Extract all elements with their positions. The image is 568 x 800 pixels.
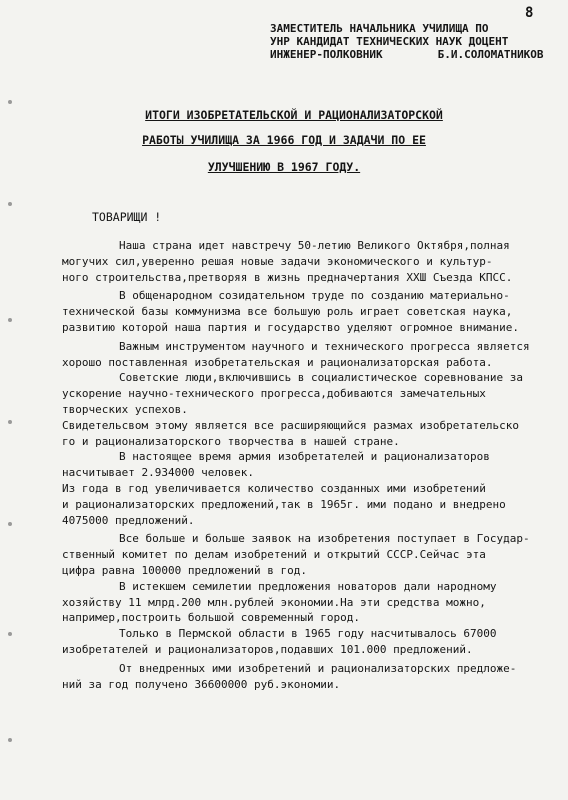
page-number: 8 <box>525 5 534 21</box>
title-line: ИТОГИ ИЗОБРЕТАТЕЛЬСКОЙ И РАЦИОНАЛИЗАТОРСКОЙ <box>145 108 443 122</box>
header-rank: ИНЖЕНЕР-ПОЛКОВНИК <box>270 48 383 61</box>
text-line: ускорение научно-технического прогресса,добиваются замечательных <box>62 387 486 401</box>
text-line: 4075000 предложений. <box>62 513 195 527</box>
text-line: ственный комитет по делам изобретений и открытий СССР.Сейчас эта <box>62 548 486 562</box>
text-line: цифра равна 100000 предложений в год. <box>62 563 308 577</box>
text-line: насчитывает 2.934000 человек. <box>62 466 255 480</box>
header-line: УНР КАНДИДАТ ТЕХНИЧЕСКИХ НАУК ДОЦЕНТ <box>270 35 509 48</box>
text-line: и рационализаторских предложений,так в 1965г. ими подано и внедрено <box>62 497 506 511</box>
title-line: УЛУЧШЕНИЮ В 1967 ГОДУ. <box>207 160 361 174</box>
text-line: В общенародном созидательном труде по созданию материально- <box>119 289 510 303</box>
header-line: ЗАМЕСТИТЕЛЬ НАЧАЛЬНИКА УЧИЛИЩА ПО <box>270 22 489 35</box>
text-line: хорошо поставленная изобретательская и рационализаторская работа. <box>62 355 493 369</box>
header-line <box>270 48 560 61</box>
text-line: Наша страна идет навстречу 50-летию Великого Октября,полная <box>119 239 510 252</box>
author-header <box>270 22 560 61</box>
text-line: изобретателей и рационализаторов,подавших 101.000 предложений. <box>62 642 473 656</box>
text-line: например,построить большой современный город. <box>62 611 361 625</box>
text-line: От внедренных ими изобретений и рационализаторских предложе- <box>119 661 517 675</box>
text-line: го и рационализаторского творчества в нашей стране. <box>62 434 400 448</box>
body-text <box>62 238 562 692</box>
text-line: В настоящее время армия изобретателей и рационализаторов <box>119 450 490 464</box>
text-line: творческих успехов. <box>62 402 188 416</box>
title-line: РАБОТЫ УЧИЛИЩА ЗА 1966 ГОД И ЗАДАЧИ ПО ЕЕ <box>142 133 426 147</box>
text-line: Важным инструментом научного и технического прогресса является <box>119 339 530 353</box>
document-title <box>0 103 568 180</box>
text-line: могучих сил,уверенно решая новые задачи экономического и культур- <box>62 254 493 268</box>
text-line: В истекшем семилетии предложения новаторов дали народному <box>119 579 497 593</box>
text-line: Из года в год увеличивается количество созданных ими изобретений <box>62 481 486 495</box>
text-line: ного строительства,претворяя в жизнь предначертания ХХШ Съезда КПСС. <box>62 270 513 284</box>
text-line: Все больше и больше заявок на изобретения поступает в Государ- <box>119 532 530 546</box>
text-line: Только в Пермской области в 1965 году насчитывалось 67000 <box>119 627 497 641</box>
text-line: хозяйству 11 млрд.200 млн.рублей экономии.На эти средства можно, <box>62 595 486 609</box>
text-line: Советские люди,включившись в социалистическое соревнование за <box>119 371 523 385</box>
author-name: Б.И.СОЛОМАТНИКОВ <box>437 48 544 61</box>
text-line: Свидетельсвом этому является все расширяющийся размах изобретательско <box>62 418 519 432</box>
text-line: развитию которой наша партия и государство уделяют огромное внимание. <box>62 320 519 334</box>
text-line: ний за год получено 36600000 руб.экономии. <box>62 677 341 691</box>
greeting: ТОВАРИЩИ ! <box>92 210 162 224</box>
text-line: технической базы коммунизма все большую роль играет советская наука, <box>62 305 513 319</box>
